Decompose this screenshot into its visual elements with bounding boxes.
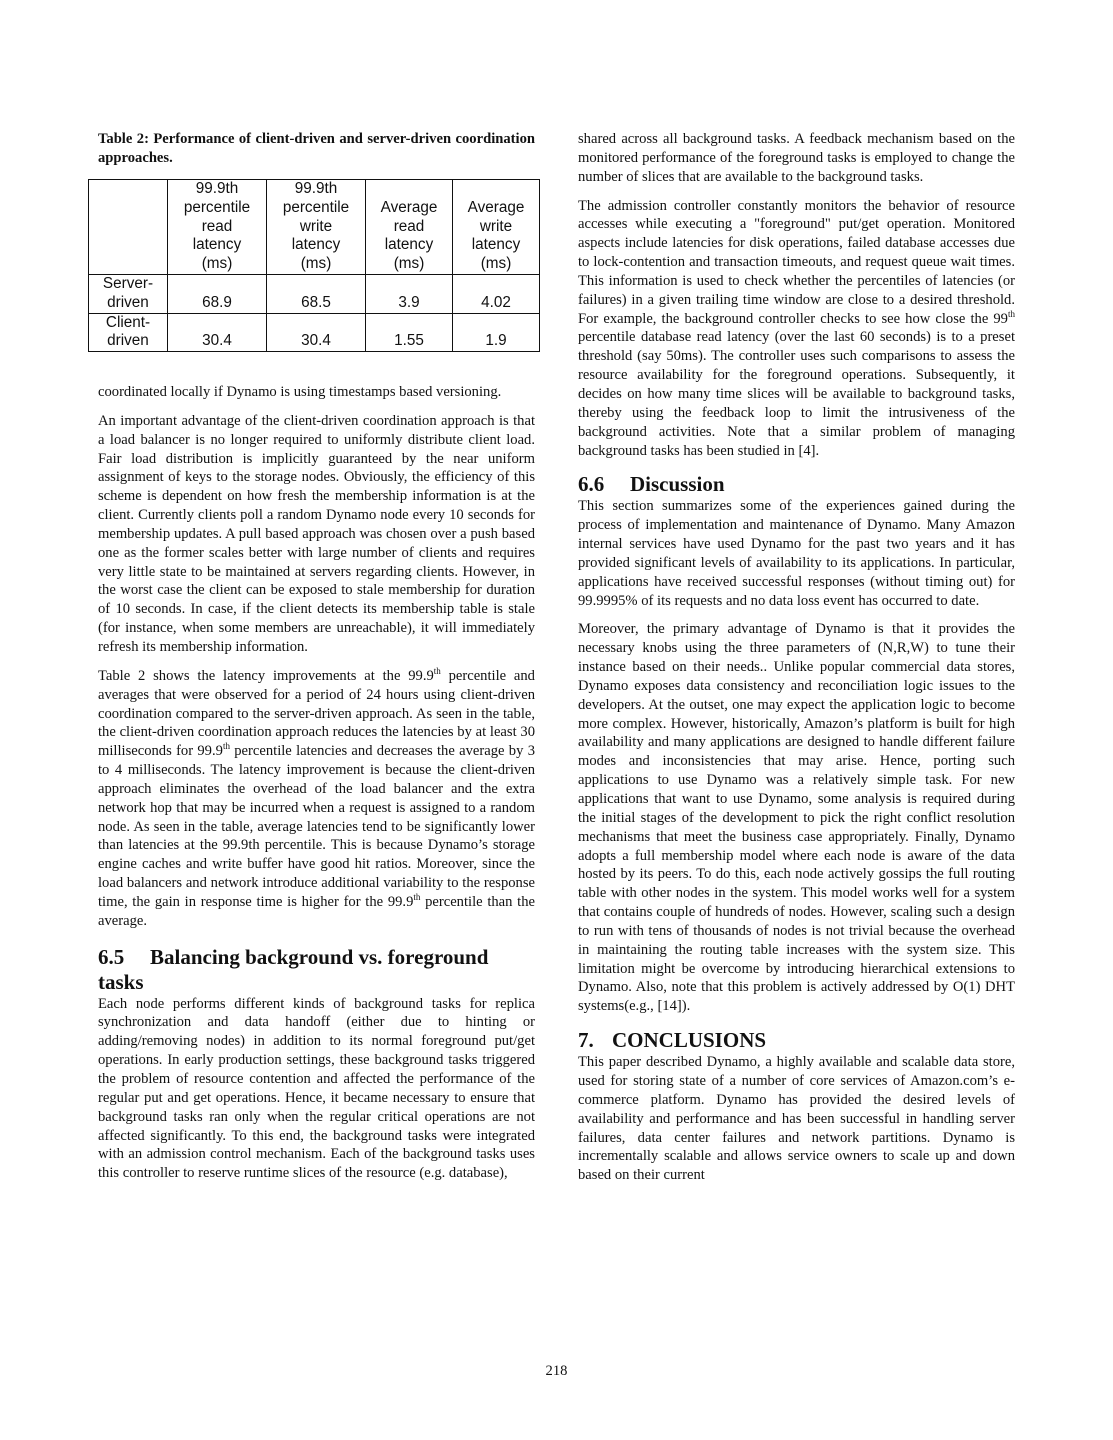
left-column (98, 130, 535, 177)
paragraph: This section summarizes some of the experiences gained during the process of implementation and maintenance of Dynamo. Many Amazon internal services have used Dynamo for the past two years and it has provided significant levels of availability to its applications. In particular, applications have received successful responses (without timing out) for 99.9995% of its requests and no data loss event has occurred to date. (578, 498, 1015, 609)
paragraph: coordinated locally if Dynamo is using timestamps based versioning. (98, 384, 502, 400)
paragraph: shared across all background tasks. A feedback mechanism based on the monitored performance of the foreground tasks is employed to change the number of slices that are available to the background tasks. (578, 131, 1015, 185)
table-row (89, 313, 540, 352)
left-column-body (98, 383, 535, 1193)
right-column (578, 130, 1015, 1195)
table-row-label: Client- driven (89, 313, 168, 352)
table-cell: 1.55 (366, 313, 453, 352)
section-heading-7: 7. CONCLUSIONS (578, 1028, 767, 1053)
table-header-cell: Average write latency (ms) (453, 180, 540, 275)
table-cell: 30.4 (267, 313, 366, 352)
table-header-row (89, 180, 540, 275)
page-number: 218 (545, 1363, 568, 1379)
paragraph: An important advantage of the client-driven coordination approach is that a load balancer is no longer required to uniformly distribute client load. Fair load distribution is implicitly guaranteed by the near uniform assignment of keys to the storage nodes. Obviously, the efficiency of this scheme is dependent on how fresh the membership information is at the client. Currently clients poll a random Dynamo node every 10 seconds for membership updates. A pull based approach was chosen over a push based one as the former scales better with large number of clients and requires very little state to be maintained at servers regarding clients. However, in the worst case the client can be exposed to stale membership for duration of 10 seconds. In case, if the client detects its membership table is stale (for instance, when some members are unreachable), it will immediately refresh its membership information. (98, 412, 535, 655)
paragraph: The admission controller constantly monitors the behavior of resource accesses while executing a "foreground" put/get operation. Monitored aspects include latencies for disk operations, failed database accesses due to lock-contention and transaction timeouts, and request queue wait times. This information is used to check whether the percentiles of latencies (or failures) in a given trailing time window are close to a desired threshold. For example, the background controller checks to see how close the 99th percentile database read latency (over the last 60 seconds) is to a preset threshold (say 50ms). The controller uses such comparisons to assess the resource availability for the foreground operations. Subsequently, it decides on how many time slices will be available to background tasks, thereby using the feedback loop to limit the intrusiveness of the background activities. Note that a similar problem of managing background tasks has been studied in [4]. (578, 197, 1015, 459)
paragraph: Each node performs different kinds of background tasks for replica synchronization and data handoff (either due to hinting or adding/removing nodes) in addition to its normal foreground put/get operations. In early production settings, these background tasks triggered the problem of resource contention and affected the performance of the regular put and get operations. Hence, it became necessary to ensure that background tasks ran only when the regular critical operations are not affected significantly. To this end, the background tasks were integrated with an admission control mechanism. Each of the background tasks uses this controller to reserve runtime slices of the resource (e.g. database), (98, 995, 535, 1182)
table-row (89, 274, 540, 313)
table-row-label: Server- driven (89, 274, 168, 313)
table-header-cell: 99.9th percentile read latency (ms) (168, 180, 267, 275)
table-cell: 68.9 (168, 274, 267, 313)
section-heading-6-5: 6.5 Balancing background vs. foreground tasks (98, 944, 489, 994)
table-header-cell: 99.9th percentile write latency (ms) (267, 180, 366, 275)
performance-table (88, 179, 540, 352)
table-header-empty (89, 180, 168, 275)
table-cell: 4.02 (453, 274, 540, 313)
section-heading-6-6: 6.6 Discussion (578, 472, 725, 497)
table-cell: 3.9 (366, 274, 453, 313)
paragraph: Table 2 shows the latency improvements at the 99.9th percentile and averages that were observed for a period of 24 hours using client-driven coordination compared to the server-driven approach. As seen in the table, the client-driven coordination approach reduces the latencies by at least 30 milliseconds for 99.9th percentile latencies and decreases the average by 3 to 4 milliseconds. The latency improvement is because the client-driven approach eliminates the overhead of the load balancer and the extra network hop that may be incurred when a request is assigned to a random node. As seen in the table, average latencies tend to be significantly lower than latencies at the 99.9th percentile. This is because Dynamo’s storage engine caches and write buffer have good hit ratios. Moreover, since the load balancers and network introduce additional variability to the response time, the gain in response time is higher for the 99.9th percentile than the average. (98, 665, 535, 929)
table-cell: 30.4 (168, 313, 267, 352)
table-caption: Table 2: Performance of client-driven and server-driven coordination approaches. (98, 131, 535, 166)
table-cell: 1.9 (453, 313, 540, 352)
table-cell: 68.5 (267, 274, 366, 313)
paragraph: This paper described Dynamo, a highly available and scalable data store, used for storing state of a number of core services of Amazon.com’s e-commerce platform. Dynamo has provided the desired levels of availability and performance and has been successful in handling server failures, data center failures and network partitions. Dynamo is incrementally scalable and allows service owners to scale up and down based on their current (578, 1054, 1015, 1184)
table-header-cell: Average read latency (ms) (366, 180, 453, 275)
paragraph: Moreover, the primary advantage of Dynamo is that it provides the necessary knobs using the three parameters of (N,R,W) to tune their instance based on their needs.. Unlike popular commercial data stores, Dynamo exposes data consistency and reconciliation logic issues to the developers. At the outset, one may expect the application logic to become more complex. However, historically, Amazon’s platform is built for high availability and many applications are designed to handle different failure modes and inconsistencies that may arise. Hence, porting such applications to use Dynamo was a relatively simple task. For new applications that want to use Dynamo, some analysis is required during the initial stages of the development to pick the right conflict resolution mechanisms that meet the business case appropriately. Finally, Dynamo adopts a full membership model where each node is aware of the data hosted by its peers. To do this, each node actively gossips the full routing table with other nodes in the system. This model works well for a system that contains couple of hundreds of nodes. However, scaling such a design to run with tens of thousands of nodes is not trivial because the overhead in maintaining the routing table increases with the system size. This limitation might be overcome by introducing hierarchical extensions to Dynamo. Also, note that this problem is actively addressed by O(1) DHT systems(e.g., [14]). (578, 621, 1015, 1015)
